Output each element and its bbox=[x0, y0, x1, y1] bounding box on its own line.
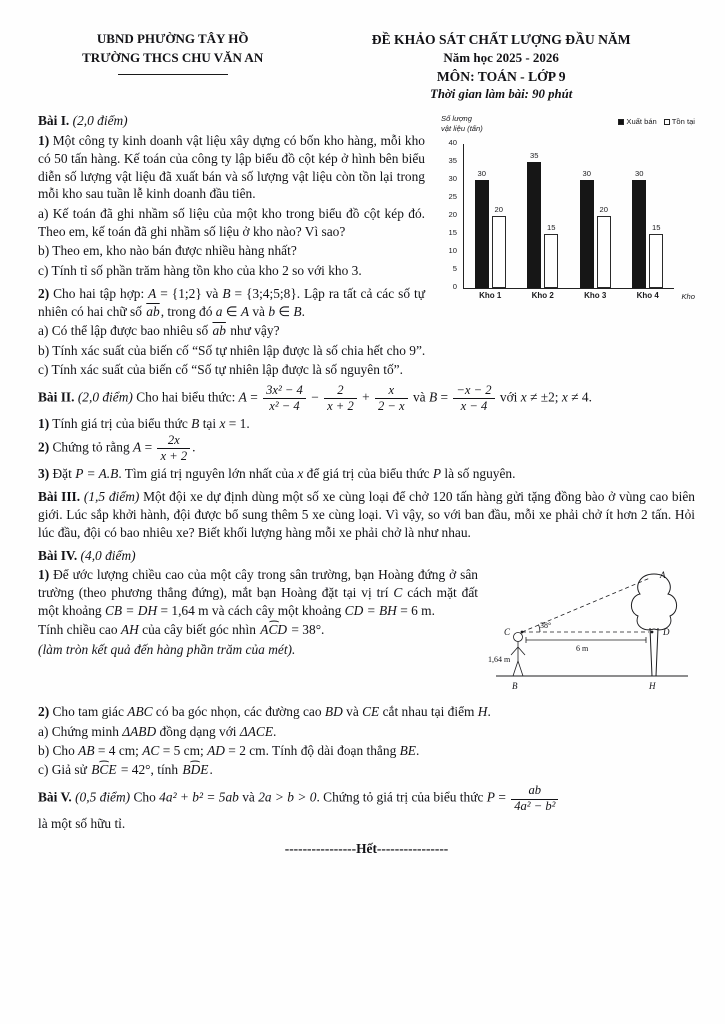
header bbox=[38, 30, 695, 104]
bar-group bbox=[517, 144, 570, 301]
overline-math: $\overline{ab}$ bbox=[146, 303, 160, 319]
text-run: Một công ty kinh doanh vật liệu xây dựng có bốn kho hàng, mỗi kho có 50 tấn hàng. Kế toán của công ty lập biểu đồ cột kép ở hình bên biểu diễn số lượng vật liệu đã xuất bán và số lượng vật liệu còn tồn lại trong mỗi kho sau tuần lễ kinh doanh đầu tiên. bbox=[38, 132, 425, 202]
category-label: Kho 1 bbox=[479, 291, 502, 301]
text-run: Chứng tỏ rằng bbox=[49, 439, 134, 455]
chart-title-line2: vật liệu (tấn) bbox=[441, 123, 483, 133]
y-tick-label: 15 bbox=[448, 227, 457, 237]
text-run: b) Tính xác suất của biến cố “Số tự nhiên lập được là số chia hết cho 9”. bbox=[38, 342, 426, 358]
bai3-text bbox=[38, 488, 695, 542]
text-run: A bbox=[148, 285, 157, 301]
header-rule bbox=[118, 74, 228, 75]
bar-with-label bbox=[527, 144, 541, 288]
text-run: CE bbox=[362, 704, 380, 720]
header-title-block bbox=[307, 30, 695, 104]
bar-value-label: 30 bbox=[477, 168, 486, 178]
text-run: BE bbox=[399, 743, 416, 758]
text-run: = 42°, tính bbox=[117, 762, 182, 778]
y-tick-label: 35 bbox=[448, 155, 457, 165]
overline-math: $\overline{ab}$ bbox=[212, 323, 226, 339]
text-run: cách mặt đất một khoảng bbox=[38, 585, 478, 618]
text-run: B bbox=[191, 415, 200, 431]
org-line2: TRƯỜNG THCS CHU VĂN AN bbox=[82, 49, 264, 65]
y-tick-label: 5 bbox=[452, 263, 457, 273]
chart-x-axis-label: Kho bbox=[681, 292, 695, 302]
text-run: Bài I. bbox=[38, 113, 73, 129]
text-run: Cho bbox=[130, 790, 160, 806]
text-run: 3) bbox=[38, 465, 50, 481]
text-run: = bbox=[494, 790, 510, 806]
fraction: $\frac{x}{2 - x}$ bbox=[375, 384, 408, 413]
text-run: 1) bbox=[38, 567, 50, 583]
text-run: = {1;2} và bbox=[156, 285, 223, 301]
text-run: A bbox=[133, 439, 142, 455]
section-bai-1 bbox=[38, 112, 695, 379]
text-run: 1) bbox=[38, 132, 50, 148]
section-bai-4 bbox=[38, 547, 695, 780]
bar-value-label: 30 bbox=[635, 168, 644, 178]
bar-xuat-ban bbox=[580, 180, 594, 288]
legend-label-xuat-ban: Xuất bán bbox=[626, 117, 657, 127]
bai1-part2a bbox=[38, 322, 695, 340]
person-figure bbox=[511, 633, 525, 677]
bar-with-label bbox=[632, 144, 646, 288]
text-run: C bbox=[393, 585, 403, 601]
text-run: Để ước lượng chiều cao của một cây trong sân trường, bạn Hoàng đứng ở sân trường (theo phương thẳng đứng), mắt bạn Hoàng đặt tại vị trí bbox=[38, 567, 478, 601]
text-run: Cho tam giác bbox=[49, 704, 128, 720]
text-run: Bài V. bbox=[38, 790, 76, 806]
bai4-part2a bbox=[38, 723, 695, 741]
text-run: + bbox=[358, 389, 373, 405]
text-run: B bbox=[428, 389, 438, 405]
text-run: = 2 cm. Tính độ dài đoạn thẳng bbox=[224, 743, 400, 758]
text-run: . Chứng tỏ giá trị của biểu thức bbox=[316, 790, 487, 806]
bai2-part2 bbox=[38, 434, 695, 463]
section-bai-3 bbox=[38, 488, 695, 542]
bar-value-label: 15 bbox=[652, 222, 661, 232]
school-year: Năm học 2025 - 2026 bbox=[443, 50, 559, 66]
bai2-part1 bbox=[38, 415, 695, 433]
bar-chart bbox=[437, 114, 695, 312]
legend-label-ton-tai: Tồn tại bbox=[671, 117, 695, 127]
text-run: của cây biết góc nhìn bbox=[138, 622, 260, 638]
end-of-exam-marker: ----------------Hết---------------- bbox=[284, 841, 449, 857]
text-run: có ba góc nhọn, các đường cao bbox=[152, 704, 325, 720]
text-run: (2,0 điểm) bbox=[77, 389, 133, 405]
bar-ton-tai bbox=[544, 234, 558, 288]
text-run: ΔABD bbox=[122, 723, 157, 739]
text-run: (0,5 điểm) bbox=[75, 790, 131, 806]
text-run: P bbox=[486, 790, 495, 806]
text-run: AH bbox=[120, 622, 139, 638]
text-run: đồng dạng với bbox=[156, 723, 240, 739]
text-run: = 5 cm; bbox=[159, 743, 208, 758]
text-run: Cho hai biểu thức: bbox=[132, 389, 239, 405]
text-run: và bbox=[238, 790, 259, 806]
text-run: và bbox=[342, 704, 363, 720]
text-run: = {3;4;5;8}. Lập ra tất cả các số tự nhiên có hai chữ số bbox=[38, 285, 425, 319]
bai4-heading bbox=[38, 547, 695, 565]
label-height: 1,64 m bbox=[488, 655, 511, 665]
y-tick-label: 20 bbox=[448, 209, 457, 219]
text-run: c) Tính tỉ số phần trăm hàng tồn kho của kho 2 so với kho 3. bbox=[38, 262, 362, 278]
chart-legend bbox=[618, 117, 695, 127]
label-A: A bbox=[660, 570, 666, 581]
text-run: x bbox=[219, 415, 226, 431]
text-run: = bbox=[437, 389, 452, 405]
text-run: là số nguyên. bbox=[441, 465, 516, 481]
text-run: a) Chứng minh bbox=[38, 723, 123, 739]
chart-plot bbox=[463, 144, 674, 301]
text-run: ΔACE bbox=[239, 723, 273, 739]
legend-swatch-open bbox=[664, 119, 670, 125]
bar-value-label: 20 bbox=[599, 204, 608, 214]
text-run: B bbox=[222, 285, 231, 301]
text-run: = bbox=[246, 389, 262, 405]
text-run: c) Tính xác suất của biến cố “Số tự nhiên lập được là số nguyên tố”. bbox=[38, 362, 403, 378]
bar-with-label bbox=[475, 144, 489, 288]
tree-canopy bbox=[631, 574, 676, 630]
bai1-part2c bbox=[38, 361, 695, 379]
text-run: = 1,64 m và cách cây một khoảng bbox=[157, 603, 345, 618]
bar-xuat-ban bbox=[475, 180, 489, 288]
text-run: a bbox=[215, 303, 223, 319]
text-run: với bbox=[496, 389, 521, 405]
y-tick-label: 40 bbox=[448, 137, 457, 147]
text-run: (2,0 điểm) bbox=[72, 113, 128, 129]
text-run: b) Theo em, kho nào bán được nhiều hàng nhất? bbox=[38, 243, 297, 259]
point-C-dot bbox=[521, 631, 524, 634]
bar-with-label bbox=[580, 144, 594, 288]
text-run: a) Kế toán đã ghi nhầm số liệu của một kho trong biểu đồ cột kép đó. Theo em, kế toán đã ghi nhầm số liệu ở kho nào? Vì sao? bbox=[38, 205, 425, 239]
text-run: . bbox=[415, 743, 420, 758]
fraction: $\frac{ab}{\text{4a² − b²}}$ bbox=[511, 784, 558, 813]
text-run: Tính giá trị của biểu thức bbox=[49, 415, 192, 431]
text-run: cắt nhau tại điểm bbox=[379, 704, 478, 720]
bar-group bbox=[464, 144, 517, 301]
bai1-part2b bbox=[38, 342, 695, 360]
text-run: 4a² + b² = 5ab bbox=[159, 790, 239, 806]
bar-with-label bbox=[544, 144, 558, 288]
text-run: . bbox=[209, 762, 213, 778]
category-label: Kho 2 bbox=[531, 291, 554, 301]
tree-height-figure bbox=[488, 566, 695, 696]
text-run: H bbox=[477, 704, 488, 720]
text-run: 2) bbox=[38, 439, 50, 455]
text-run: CD = BH bbox=[344, 603, 397, 618]
text-run: AD bbox=[207, 743, 225, 758]
bai4-part2 bbox=[38, 703, 695, 721]
legend-item-xuat-ban bbox=[618, 117, 656, 127]
text-run: . Tìm giá trị nguyên lớn nhất của bbox=[118, 465, 298, 481]
bar-xuat-ban bbox=[632, 180, 646, 288]
text-run: P = A.B bbox=[75, 465, 119, 481]
section-bai-5 bbox=[38, 784, 695, 833]
bai2-heading bbox=[38, 384, 695, 413]
bar-group bbox=[622, 144, 675, 301]
label-H: H bbox=[649, 681, 656, 692]
text-run: = 1. bbox=[225, 415, 250, 431]
angle-hat-math: ⌢ BDE bbox=[181, 761, 209, 779]
label-distance: 6 m bbox=[576, 644, 589, 654]
chart-title-line1: Số lượng bbox=[441, 114, 472, 124]
text-run: , trong đó bbox=[160, 303, 216, 319]
bar-ton-tai bbox=[597, 216, 611, 288]
text-run: ∈ bbox=[275, 303, 294, 319]
text-run: = 6 m. bbox=[396, 603, 435, 618]
text-run: P bbox=[432, 465, 442, 481]
chart-title bbox=[441, 114, 483, 133]
text-run: 2) bbox=[38, 704, 50, 720]
bar-value-label: 15 bbox=[547, 222, 556, 232]
text-run: AB bbox=[78, 743, 95, 758]
text-run: x bbox=[297, 465, 304, 481]
bai2-part3 bbox=[38, 465, 695, 483]
bar-value-label: 20 bbox=[494, 204, 503, 214]
bar-xuat-ban bbox=[527, 162, 541, 288]
point-D-dot bbox=[651, 631, 654, 634]
y-tick-label: 0 bbox=[452, 281, 457, 291]
text-run: Bài II. bbox=[38, 389, 78, 405]
text-run: tại bbox=[199, 415, 220, 431]
text-run: c) Giả sử bbox=[38, 762, 91, 778]
fraction: $\frac{2}{x + 2}$ bbox=[324, 384, 357, 413]
text-run: b) Cho bbox=[38, 743, 79, 758]
text-run: Bài III. bbox=[38, 488, 84, 504]
text-run: 2a > b > 0 bbox=[258, 790, 317, 806]
bar-ton-tai bbox=[492, 216, 506, 288]
text-run: b bbox=[268, 303, 276, 319]
header-organization bbox=[38, 30, 307, 104]
text-run: (4,0 điểm) bbox=[80, 547, 136, 563]
text-run: . bbox=[273, 723, 277, 739]
bai4-part2b bbox=[38, 742, 695, 760]
bar-value-label: 35 bbox=[530, 150, 539, 160]
text-run: và bbox=[409, 389, 429, 405]
subject-grade: MÔN: TOÁN - LỚP 9 bbox=[436, 69, 566, 85]
bar-with-label bbox=[597, 144, 611, 288]
legend-item-ton-tai bbox=[664, 117, 695, 127]
bai5-text-continued bbox=[38, 815, 695, 833]
label-B: B bbox=[512, 681, 518, 692]
time-limit: Thời gian làm bài: 90 phút bbox=[430, 87, 573, 102]
text-run: (làm tròn kết quả đến hàng phần trăm của mét). bbox=[38, 641, 296, 657]
bar-with-label bbox=[649, 144, 663, 288]
text-run: Cho hai tập hợp: bbox=[49, 285, 149, 301]
text-run: và bbox=[249, 303, 269, 319]
fraction: $\frac{\text{3x² − 4}}{\text{x² − 4}}$ bbox=[263, 384, 306, 413]
angle-hat-math: ⌢ ACD bbox=[259, 621, 288, 639]
fraction: $\frac{2x}{x + 2}$ bbox=[157, 434, 190, 463]
text-run: . bbox=[487, 704, 491, 720]
text-run: = 4 cm; bbox=[94, 743, 143, 758]
text-run: ABC bbox=[127, 704, 153, 720]
text-run: CB = DH bbox=[104, 603, 158, 618]
text-run: x bbox=[520, 389, 527, 405]
label-angle: 38° bbox=[540, 621, 552, 631]
bar-ton-tai bbox=[649, 234, 663, 288]
text-run: ≠ ±2; bbox=[526, 389, 562, 405]
exam-title: ĐỀ KHẢO SÁT CHẤT LƯỢNG ĐẦU NĂM bbox=[371, 32, 631, 47]
chart-y-axis bbox=[437, 137, 460, 291]
text-run: Bài IV. bbox=[38, 547, 81, 563]
tree-trunk-left bbox=[650, 628, 652, 676]
text-run: AC bbox=[142, 743, 160, 758]
bai5-text bbox=[38, 784, 695, 813]
text-run: A bbox=[238, 389, 247, 405]
text-run: để giá trị của biểu thức bbox=[303, 465, 433, 481]
text-run: A bbox=[240, 303, 249, 319]
text-run: Đặt bbox=[49, 465, 76, 481]
section-bai-2 bbox=[38, 384, 695, 483]
text-run: như vậy? bbox=[226, 323, 280, 339]
text-run: 1) bbox=[38, 415, 50, 431]
bai4-part2c bbox=[38, 761, 695, 779]
label-C: C bbox=[504, 627, 511, 638]
label-D: D bbox=[663, 627, 670, 638]
text-run: Tính chiều cao bbox=[38, 622, 121, 638]
tree-figure-svg bbox=[488, 566, 695, 696]
text-run: Một đội xe dự định dùng một số xe cùng loại để chở 120 tấn hàng gửi tặng đồng bào ở vùng cao biên giới. Lúc sắp khởi hành, đội được bổ sung thêm 5 xe cùng loại. Vì vậy, so với ban đầu, mỗi xe phải chở ít hơn 2 tấn. Hỏi lúc đầu, đội có bao nhiêu xe? Biết khối lượng hàng mỗi xe phải chở là như nhau. bbox=[38, 488, 695, 540]
bar-with-label bbox=[492, 144, 506, 288]
y-tick-label: 30 bbox=[448, 173, 457, 183]
text-run: . bbox=[301, 303, 305, 319]
text-run: (1,5 điểm) bbox=[83, 488, 140, 504]
y-tick-label: 10 bbox=[448, 245, 457, 255]
tree-trunk-right bbox=[656, 628, 658, 676]
text-run: ∈ bbox=[222, 303, 241, 319]
bar-value-label: 30 bbox=[582, 168, 591, 178]
text-run: 2) bbox=[38, 285, 50, 301]
text-run: BD bbox=[324, 704, 343, 720]
text-run: x bbox=[561, 389, 568, 405]
category-label: Kho 3 bbox=[584, 291, 607, 301]
bar-group bbox=[569, 144, 622, 301]
text-run: B bbox=[293, 303, 302, 319]
legend-swatch-solid bbox=[618, 119, 624, 125]
org-line1: UBND PHƯỜNG TÂY HỒ bbox=[96, 31, 249, 46]
text-run: . bbox=[192, 439, 196, 455]
text-run: là một số hữu tỉ. bbox=[38, 816, 126, 832]
y-tick-label: 25 bbox=[448, 191, 457, 201]
angle-hat-math: ⌢ BCE bbox=[90, 761, 117, 779]
text-run: ≠ 4. bbox=[567, 389, 592, 405]
fraction: $\frac{-x - 2}{x - 4}$ bbox=[453, 384, 494, 413]
text-run: − bbox=[307, 389, 323, 405]
category-label: Kho 4 bbox=[636, 291, 659, 301]
text-run: a) Có thể lập được bao nhiêu số bbox=[38, 323, 212, 339]
text-run: = bbox=[141, 439, 156, 455]
text-run: = 38°. bbox=[288, 622, 325, 638]
